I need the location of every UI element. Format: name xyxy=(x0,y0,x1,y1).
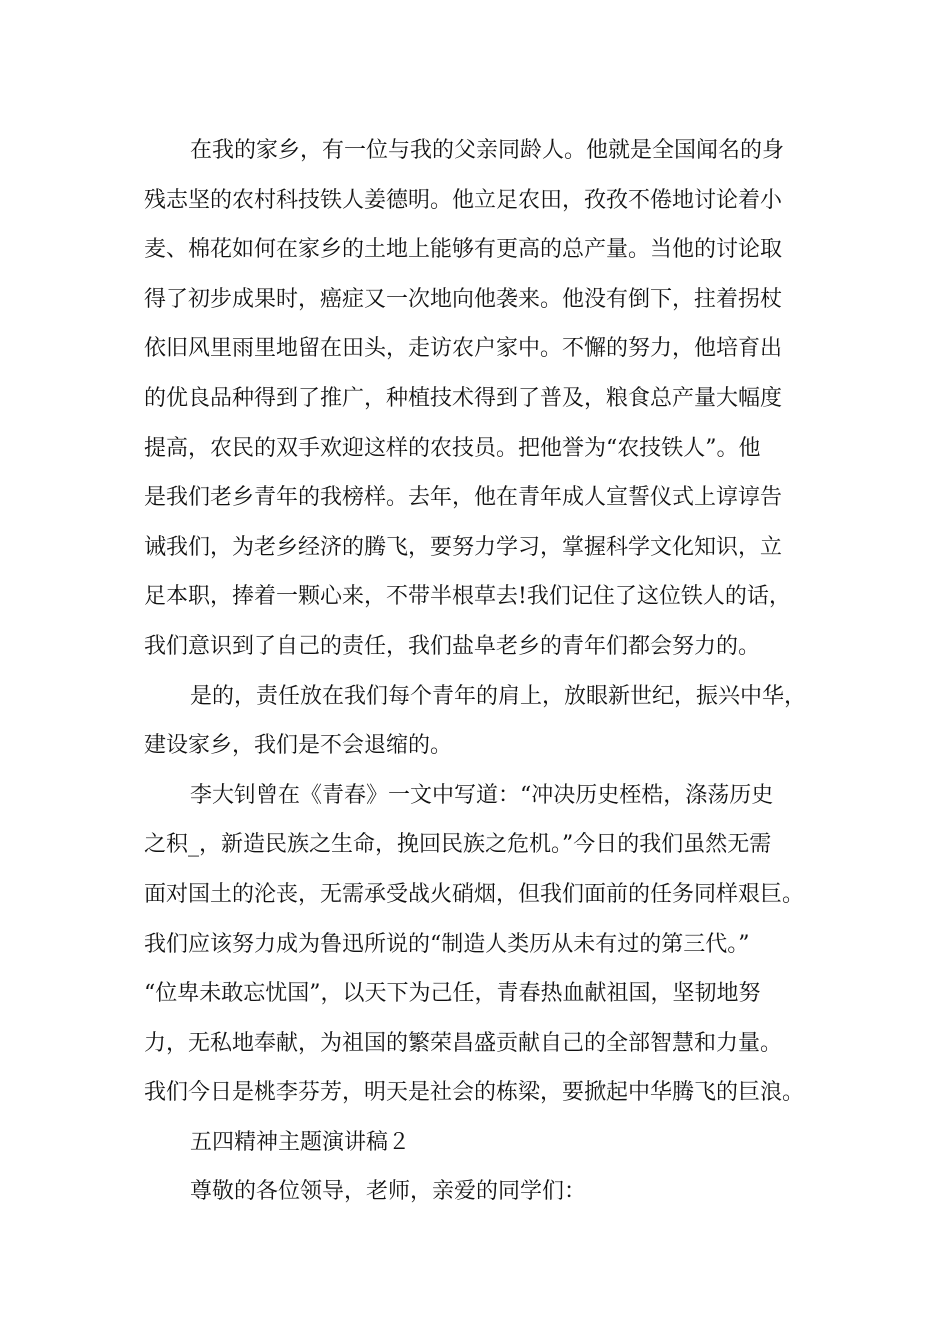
paragraph-1 xyxy=(144,126,834,672)
paragraph-line: 在我的家乡，有一位与我的父亲同龄人。他就是全国闻名的身 xyxy=(190,138,785,163)
paragraph-line: 力，无私地奉献，为祖国的繁荣昌盛贡献自己的全部智慧和力量。 xyxy=(144,1030,783,1056)
paragraph-3 xyxy=(144,771,834,1118)
paragraph-line: 面对国土的沦丧，无需承受战火硝烟，但我们面前的任务同样艰巨。 xyxy=(144,881,805,907)
paragraph-line: 是的，责任放在我们每个青年的肩上，放眼新世纪，振兴中华， xyxy=(190,683,807,709)
paragraph-line: 我们意识到了自己的责任，我们盐阜老乡的青年们都会努力的。 xyxy=(144,633,761,659)
paragraph-line: 足本职，捧着一颗心来，不带半根草去!我们记住了这位铁人的话， xyxy=(144,584,791,610)
paragraph-line: 之积_，新造民族之生命，挽回民族之危机。”今日的我们虽然无需 xyxy=(144,832,772,858)
paragraph-line: 提高，农民的双手欢迎这样的农技员。把他誉为“农技铁人”。他 xyxy=(144,435,761,461)
document-body xyxy=(144,126,834,1217)
salutation: 尊敬的各位领导，老师，亲爱的同学们： xyxy=(190,1179,587,1205)
section-heading: 五四精神主题演讲稿２ xyxy=(190,1129,411,1155)
paragraph-line: 诫我们，为老乡经济的腾飞，要努力学习，掌握科学文化知识，立 xyxy=(144,534,783,560)
paragraph-line: 是我们老乡青年的我榜样。去年，他在青年成人宣誓仪式上谆谆告 xyxy=(144,485,783,511)
paragraph-line: 依旧风里雨里地留在田头，走访农户家中。不懈的努力，他培育出 xyxy=(144,336,783,362)
paragraph-line: 的优良品种得到了推广，种植技术得到了普及，粮食总产量大幅度 xyxy=(144,385,783,411)
paragraph-line: “位卑未敢忘忧国”，以天下为己任，青春热血献祖国，坚韧地努 xyxy=(144,981,761,1007)
paragraph-line: 残志坚的农村科技铁人姜德明。他立足农田，孜孜不倦地讨论着小 xyxy=(144,187,783,213)
paragraph-line: 得了初步成果时，癌症又一次地向他袭来。他没有倒下，拄着拐杖 xyxy=(144,286,783,312)
paragraph-line: 建设家乡，我们是不会退缩的。 xyxy=(144,733,453,759)
paragraph-2 xyxy=(144,672,834,771)
paragraph-line: 我们应该努力成为鲁迅所说的“制造人类历从未有过的第三代。” xyxy=(144,931,750,957)
paragraph-line: 麦、棉花如何在家乡的土地上能够有更高的总产量。当他的讨论取 xyxy=(144,237,783,263)
paragraph-line: 李大钊曾在《青春》一文中写道：“冲决历史桎梏，涤荡历史 xyxy=(190,782,774,808)
paragraph-line: 我们今日是桃李芬芳，明天是社会的栋梁，要掀起中华腾飞的巨浪。 xyxy=(144,1080,805,1106)
